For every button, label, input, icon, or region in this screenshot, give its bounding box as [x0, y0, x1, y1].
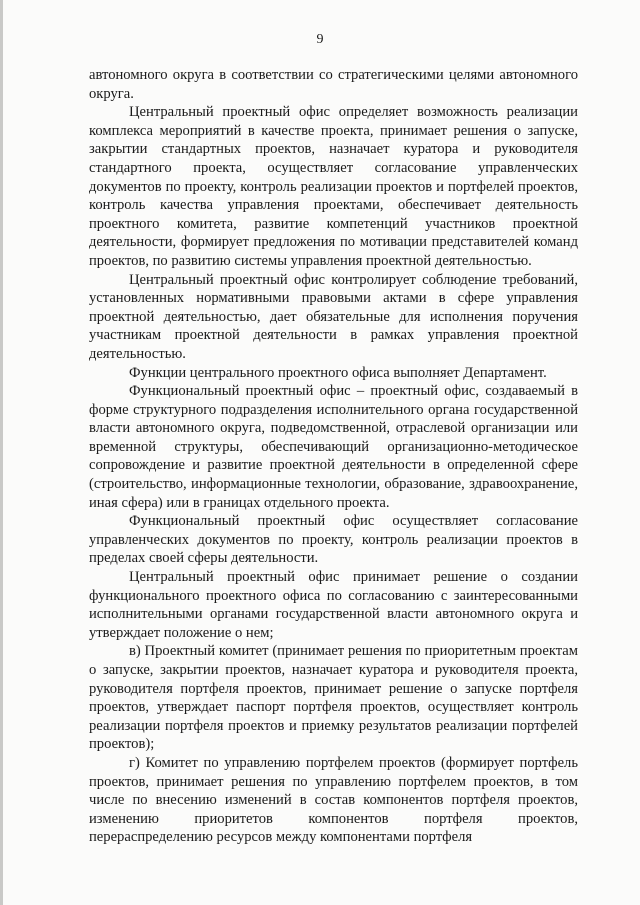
page-number: 9	[316, 32, 324, 47]
paragraph-department: Функции центрального проектного офиса выполняет Департамент.	[129, 364, 547, 381]
paragraph-item-v-project-committee: в) Проектный комитет (принимает решения по приоритетным проектам о запуске, закрытии проектов, назначает куратора и руководителя проекта, руководителя портфеля проектов, принимает решение о запуске портфеля проектов, утверждает паспорт портфеля проектов, осуществляет контроль реализации портфеля проектов и приемку результатов реализации портфелей проектов);	[89, 643, 578, 753]
paragraph-central-office-functions: Центральный проектный офис определяет возможность реализации комплекса мероприятий в качестве проекта, принимает решения о запуске, закрытии стандартных проектов, назначает куратора и руководителя стандартного проекта, осуществляет согласование управленческих документов по проекту, контроль реализации проектов и портфелей проектов, контроль качества управления проектами, обеспечивает деятельность проектного комитета, развитие компетенций участников проектной деятельности, формирует предложения по мотивации представителей команд проектов, по развитию системы управления проектной деятельностью.	[89, 104, 578, 269]
paragraph-functional-office-creation: Центральный проектный офис принимает решение о создании функционального проектного офиса по согласованию с заинтересованными исполнительными органами государственной власти автономного округа и утверждает положение о нем;	[89, 569, 578, 641]
paragraph-functional-office-duties: Функциональный проектный офис осуществляет согласование управленческих документов по проекту, контроль реализации проектов в пределах своей сферы деятельности.	[89, 513, 578, 567]
paragraph-central-office-control: Центральный проектный офис контролирует соблюдение требований, установленных нормативными правовыми актами в сфере управления проектной деятельностью, дает обязательные для исполнения поручения участникам проектной деятельности в рамках управления проектной деятельностью.	[89, 271, 578, 362]
paragraph-item-g-portfolio-committee: г) Комитет по управлению портфелем проектов (формирует портфель проектов, принимает решения по управлению портфелем проектов, в том числе по внесению изменений в состав компонентов портфеля проектов, изменению приоритетов компонентов портфеля проектов, перераспределению ресурсов между компонентами портфеля	[89, 754, 578, 846]
document-body	[89, 66, 578, 847]
paragraph-continuation: автономного округа в соответствии со стратегическими целями автономного округа.	[89, 67, 578, 102]
paragraph-functional-office-definition: Функциональный проектный офис – проектный офис, создаваемый в форме структурного подразделения исполнительного органа государственной власти автономного округа, подведомственной, отраслевой организации или временной структуры, обеспечивающий организационно-методическое сопровождение и развитие проектной деятельности в определенной сфере (строительство, информационные технологии, образование, здравоохранение, иная сфера) или в границах отдельного проекта.	[89, 383, 578, 511]
scan-edge-shadow	[0, 0, 3, 905]
